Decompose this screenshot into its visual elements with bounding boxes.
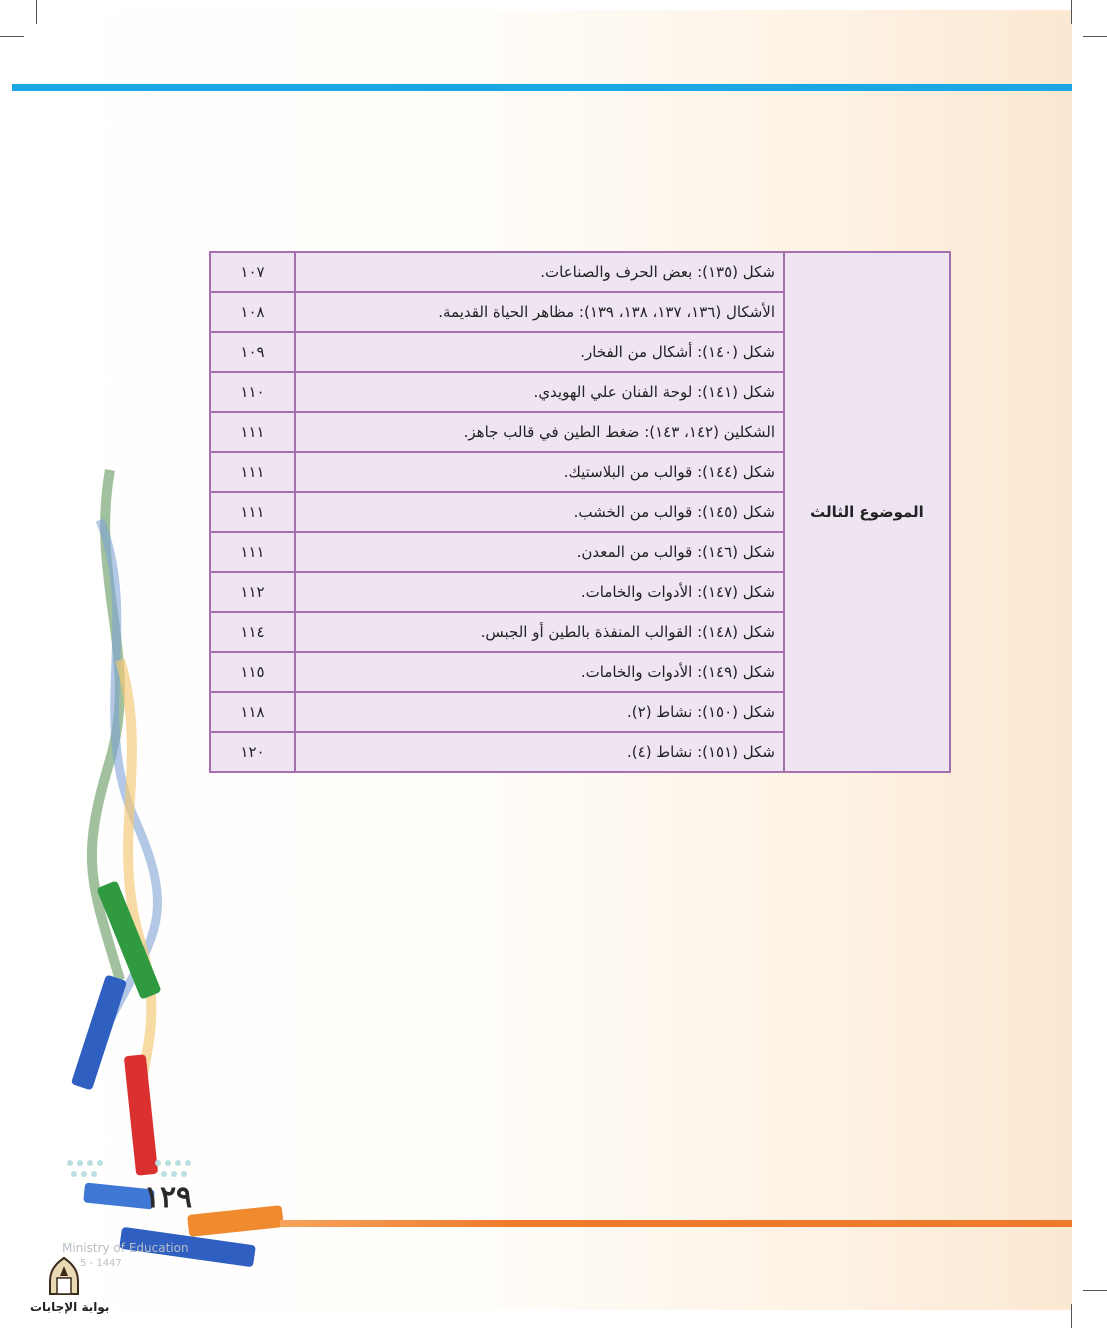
crop-mark — [1083, 1290, 1107, 1291]
figure-page-number: ١٠٧ — [210, 252, 295, 292]
table-row — [210, 252, 950, 292]
figure-page-number: ١١١ — [210, 492, 295, 532]
ministry-year: 5 - 1447 — [80, 1258, 122, 1269]
figure-description: شكل (١٤٦): قوالب من المعدن. — [295, 532, 784, 572]
header-blue-bar — [12, 84, 1072, 91]
figure-description: شكل (١٤٨): القوالب المنفذة بالطين أو الجبس. — [295, 612, 784, 652]
crop-mark — [0, 36, 24, 37]
figure-description: شكل (١٤٥): قوالب من الخشب. — [295, 492, 784, 532]
crop-mark — [36, 0, 37, 24]
figure-page-number: ١١١ — [210, 532, 295, 572]
figure-description: شكل (١٣٥): بعض الحرف والصناعات. — [295, 252, 784, 292]
page-number: ١٢٩ — [143, 1180, 193, 1215]
portal-name: بوابة الإجابات — [30, 1300, 110, 1314]
figures-index-table — [209, 251, 951, 773]
figure-page-number: ١٠٨ — [210, 292, 295, 332]
figure-description: شكل (١٥٠): نشاط (٢). — [295, 692, 784, 732]
figure-description: الشكلين (١٤٢، ١٤٣): ضغط الطين في قالب جاهز. — [295, 412, 784, 452]
figure-description: شكل (١٥١): نشاط (٤). — [295, 732, 784, 772]
figure-page-number: ١١١ — [210, 412, 295, 452]
figure-description: شكل (١٤١): لوحة الفنان علي الهويدي. — [295, 372, 784, 412]
figure-page-number: ١٠٩ — [210, 332, 295, 372]
ministry-name-english: Ministry of Education — [62, 1241, 189, 1255]
figure-description: شكل (١٤٠): أشكال من الفخار. — [295, 332, 784, 372]
topic-label: الموضوع الثالث — [784, 252, 950, 772]
figure-page-number: ١١٥ — [210, 652, 295, 692]
figure-description: شكل (١٤٧): الأدوات والخامات. — [295, 572, 784, 612]
crop-mark — [1071, 1304, 1072, 1328]
crop-mark — [1083, 36, 1107, 37]
figure-page-number: ١١١ — [210, 452, 295, 492]
figure-description: شكل (١٤٤): قوالب من البلاستيك. — [295, 452, 784, 492]
figure-page-number: ١١٢ — [210, 572, 295, 612]
figure-page-number: ١١٠ — [210, 372, 295, 412]
figure-page-number: ١٢٠ — [210, 732, 295, 772]
figure-description: الأشكال (١٣٦، ١٣٧، ١٣٨، ١٣٩): مظاهر الحياة القديمة. — [295, 292, 784, 332]
footer-orange-bar — [280, 1220, 1072, 1227]
figure-page-number: ١١٨ — [210, 692, 295, 732]
crop-mark — [1071, 0, 1072, 24]
figure-description: شكل (١٤٩): الأدوات والخامات. — [295, 652, 784, 692]
portal-logo-icon — [44, 1256, 84, 1296]
figure-page-number: ١١٤ — [210, 612, 295, 652]
